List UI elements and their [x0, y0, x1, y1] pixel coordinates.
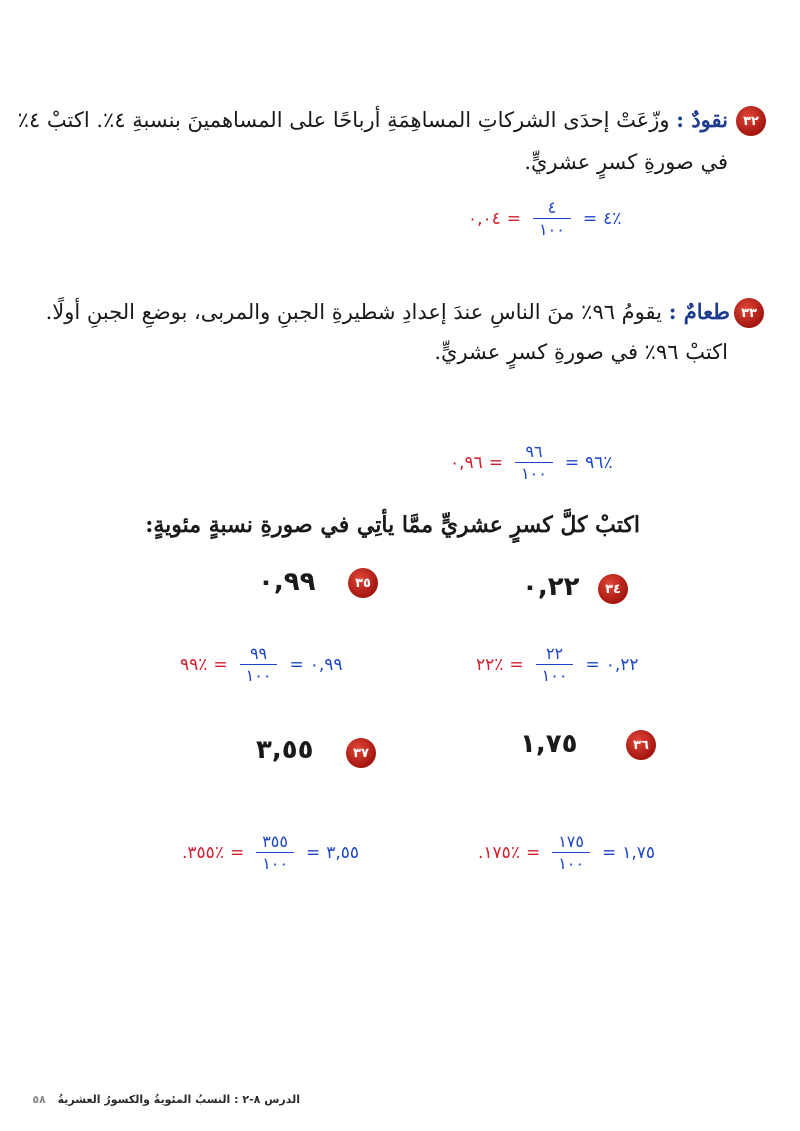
answer-fraction	[536, 644, 574, 685]
fraction-denominator: ١٠٠	[240, 664, 278, 685]
fraction-numerator: ٩٩	[249, 644, 268, 663]
answer-fraction	[240, 644, 278, 685]
answer-32	[468, 198, 621, 239]
question-33-line-2	[434, 334, 728, 370]
answer-36	[478, 832, 655, 873]
answer-decimal: ٠,٩٦	[450, 452, 483, 473]
question-number: ٣٧	[353, 745, 369, 761]
answer-percent: .٣٥٥٪	[182, 842, 224, 863]
decimal-value: ١,٧٥	[520, 729, 578, 759]
question-text: اكتبْ ٩٦٪ في صورةِ كسرٍ عشريٍّ.	[434, 340, 728, 364]
question-text: يقومُ ٩٦٪ منَ الناسِ عندَ إعدادِ شطيرةِ الجبنِ والمربى، بوضعِ الجبنِ أولًا.	[45, 300, 662, 324]
equals-sign: =	[582, 208, 598, 229]
answer-fraction	[552, 832, 590, 873]
answer-37	[182, 832, 359, 873]
question-33-line-1	[46, 294, 730, 330]
question-number: ٣٢	[743, 113, 759, 129]
equals-sign: =	[509, 654, 524, 675]
page-footer	[0, 1093, 300, 1117]
answer-decimal: ٣,٥٥	[326, 842, 360, 863]
decimal-value: ٠,٢٢	[522, 572, 580, 602]
equals-sign: =	[305, 842, 321, 863]
question-35-value	[258, 567, 315, 597]
question-number: ٣٦	[633, 737, 649, 753]
heading-text: اكتبْ كلَّ كسرٍ عشريٍّ ممَّا يأتِي في صورةِ نسبةٍ مئويةٍ:	[145, 512, 640, 538]
answer-percent: ٩٦٪	[585, 452, 613, 473]
question-number-badge-36	[626, 730, 656, 760]
question-number-badge-34	[598, 574, 628, 604]
answer-percent: .١٧٥٪	[478, 842, 520, 863]
answer-percent: ٢٢٪	[476, 654, 504, 675]
lesson-title: الدرس ٨-٢ : النسبُ المئويةُ والكسورُ العشريةُ	[57, 1093, 300, 1106]
page-number: ٥٨	[32, 1093, 46, 1106]
question-32-line-2	[524, 144, 728, 180]
fraction-denominator: ١٠٠	[533, 218, 571, 239]
question-number: ٣٥	[355, 575, 371, 591]
fraction-numerator: ١٧٥	[558, 832, 584, 851]
fraction-denominator: ١٠٠	[552, 852, 590, 873]
question-number-badge-32	[736, 106, 766, 136]
fraction-denominator: ١٠٠	[536, 664, 574, 685]
question-number: ٣٣	[741, 305, 757, 321]
equals-sign: =	[213, 654, 228, 675]
question-text: في صورةِ كسرٍ عشريٍّ.	[524, 150, 728, 174]
question-keyword: طعامٌ :	[668, 299, 730, 324]
question-number-badge-33	[734, 298, 764, 328]
answer-33	[450, 442, 612, 483]
equals-sign: =	[525, 842, 541, 863]
fraction-denominator: ١٠٠	[515, 462, 553, 483]
question-37-value	[256, 735, 313, 765]
question-32-line-1	[18, 102, 728, 138]
fraction-numerator: ٤	[547, 198, 557, 217]
equals-sign: =	[601, 842, 617, 863]
answer-fraction	[515, 442, 553, 483]
question-36-value	[520, 729, 577, 759]
question-number: ٣٤	[605, 581, 621, 597]
equals-sign: =	[585, 654, 600, 675]
fraction-numerator: ٢٢	[545, 644, 564, 663]
question-34-value	[522, 572, 579, 602]
decimal-value: ٠,٩٩	[258, 567, 316, 597]
answer-35	[180, 644, 342, 685]
fraction-numerator: ٣٥٥	[262, 832, 288, 851]
equals-sign: =	[506, 208, 522, 229]
question-text: وزّعَتْ إحدَى الشركاتِ المساهِمَةِ أرباحًا على المساهمينَ بنسبةِ ٤٪. اكتبْ ٤٪	[17, 108, 670, 132]
answer-decimal: ١,٧٥	[622, 842, 656, 863]
answer-percent: ٩٩٪	[180, 654, 208, 675]
question-number-badge-37	[346, 738, 376, 768]
equals-sign: =	[488, 452, 504, 473]
question-keyword: نقودٌ :	[676, 107, 728, 132]
answer-decimal: ٠,٩٩	[309, 654, 343, 675]
answer-percent: ٤٪	[603, 208, 622, 229]
equals-sign: =	[289, 654, 304, 675]
answer-fraction	[256, 832, 294, 873]
answer-decimal: ٠,٠٤	[468, 208, 501, 229]
answer-fraction	[533, 198, 571, 239]
decimal-value: ٣,٥٥	[256, 735, 314, 765]
fraction-denominator: ١٠٠	[256, 852, 294, 873]
equals-sign: =	[229, 842, 245, 863]
equals-sign: =	[564, 452, 580, 473]
answer-decimal: ٠,٢٢	[605, 654, 639, 675]
section-heading	[145, 512, 640, 538]
question-number-badge-35	[348, 568, 378, 598]
answer-34	[476, 644, 638, 685]
fraction-numerator: ٩٦	[525, 442, 543, 461]
